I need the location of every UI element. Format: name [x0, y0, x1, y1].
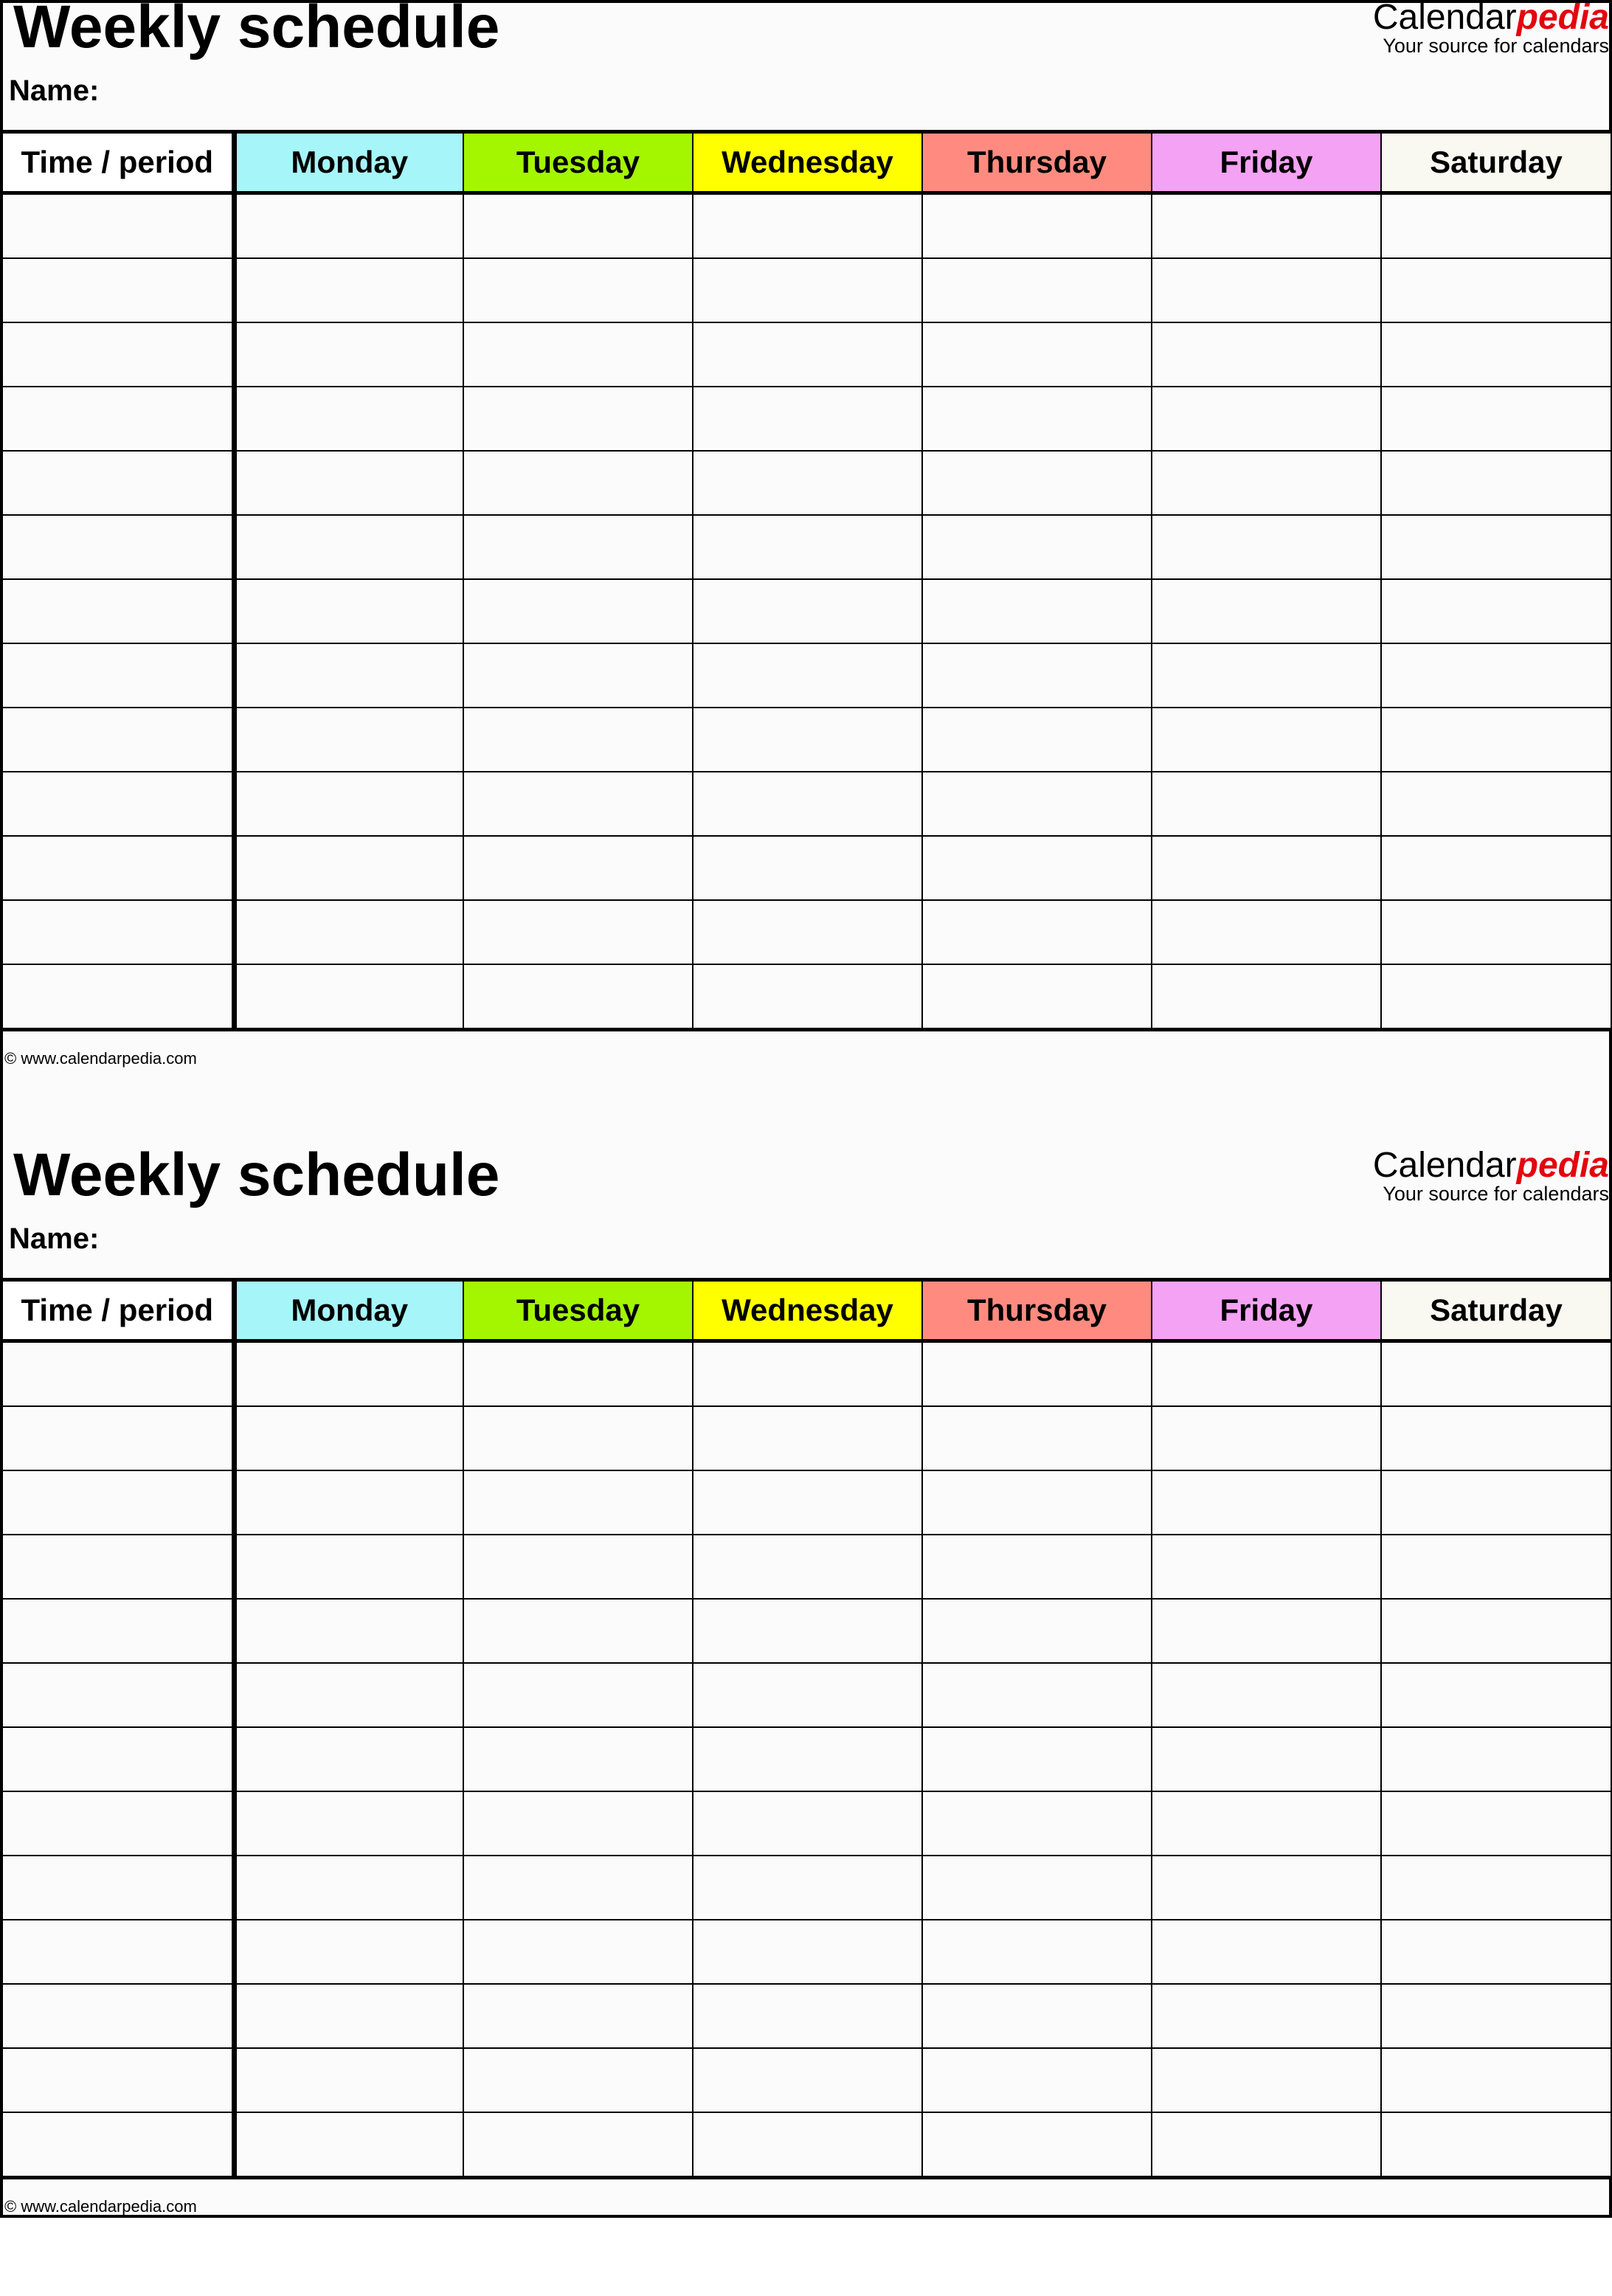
schedule-cell[interactable] [693, 708, 922, 772]
table-row [2, 322, 1611, 387]
schedule-cell[interactable] [234, 836, 463, 900]
calendarpedia-logo [1373, 0, 1609, 56]
table-row [2, 258, 1611, 322]
schedule-cell[interactable] [1152, 1920, 1381, 1984]
table-row [2, 1856, 1611, 1920]
schedule-cell[interactable] [234, 1856, 463, 1920]
schedule-cell[interactable] [1152, 1341, 1381, 1407]
table-row [2, 1535, 1611, 1599]
schedule-cell[interactable] [693, 1470, 922, 1535]
schedule-cell[interactable] [1152, 1406, 1381, 1470]
table-row [2, 964, 1611, 1030]
schedule-cell[interactable] [693, 1984, 922, 2048]
table-row [2, 1984, 1611, 2048]
schedule-cell[interactable] [1381, 193, 1611, 259]
time-period-cell[interactable] [2, 2048, 234, 2112]
table-row [2, 772, 1611, 836]
schedule-cell[interactable] [1152, 772, 1381, 836]
column-header-monday: Monday [234, 1280, 463, 1341]
schedule-cell[interactable] [1152, 1663, 1381, 1727]
table-row [2, 1599, 1611, 1663]
time-period-cell[interactable] [2, 1341, 234, 1407]
schedule-cell[interactable] [1152, 193, 1381, 259]
schedule-cell[interactable] [234, 1727, 463, 1791]
table-row [2, 1406, 1611, 1470]
copyright-footer: © www.calendarpedia.com [4, 2197, 197, 2216]
time-period-cell[interactable] [2, 1406, 234, 1470]
schedule-cell[interactable] [463, 1535, 693, 1599]
schedule-cell[interactable] [922, 579, 1152, 643]
column-header-saturday: Saturday [1381, 1280, 1611, 1341]
schedule-cell[interactable] [1381, 451, 1611, 515]
schedule-cell[interactable] [1381, 1984, 1611, 2048]
schedule-cell[interactable] [234, 387, 463, 451]
brand-tagline: Your source for calendars [1383, 35, 1609, 57]
schedule-cell[interactable] [234, 451, 463, 515]
schedule-cell[interactable] [693, 2048, 922, 2112]
schedule-cell[interactable] [922, 387, 1152, 451]
schedule-cell[interactable] [463, 900, 693, 964]
schedule-cell[interactable] [1152, 579, 1381, 643]
schedule-cell[interactable] [1381, 1663, 1611, 1727]
schedule-cell[interactable] [693, 1406, 922, 1470]
schedule-cell[interactable] [234, 708, 463, 772]
schedule-cell[interactable] [1152, 451, 1381, 515]
schedule-cell[interactable] [922, 772, 1152, 836]
schedule-cell[interactable] [693, 322, 922, 387]
table-row [2, 1663, 1611, 1727]
schedule-cell[interactable] [693, 836, 922, 900]
schedule-cell[interactable] [234, 193, 463, 259]
schedule-cell[interactable] [1152, 387, 1381, 451]
schedule-cell[interactable] [234, 2048, 463, 2112]
schedule-cell[interactable] [1381, 1470, 1611, 1535]
column-header-thursday: Thursday [922, 132, 1152, 193]
schedule-cell[interactable] [463, 451, 693, 515]
schedule-cell[interactable] [1381, 708, 1611, 772]
schedule-cell[interactable] [1381, 387, 1611, 451]
table-row [2, 900, 1611, 964]
header-row [2, 1280, 1611, 1341]
column-header-time-period: Time / period [2, 1280, 234, 1341]
schedule-cell[interactable] [463, 1920, 693, 1984]
schedule-cell[interactable] [463, 1856, 693, 1920]
time-period-cell[interactable] [2, 1984, 234, 2048]
schedule-cell[interactable] [463, 643, 693, 708]
column-header-saturday: Saturday [1381, 132, 1611, 193]
schedule-cell[interactable] [463, 1341, 693, 1407]
schedule-cell[interactable] [1152, 708, 1381, 772]
schedule-cell[interactable] [922, 1406, 1152, 1470]
schedule-cell[interactable] [693, 772, 922, 836]
time-period-cell[interactable] [2, 1920, 234, 1984]
brand-name-pedia: pedia [1516, 1146, 1609, 1185]
schedule-cell[interactable] [1381, 1920, 1611, 1984]
table-row [2, 643, 1611, 708]
column-header-wednesday: Wednesday [693, 132, 922, 193]
schedule-cell[interactable] [234, 900, 463, 964]
schedule-cell[interactable] [922, 1535, 1152, 1599]
schedule-table [1, 130, 1612, 1031]
brand-name [1373, 1148, 1609, 1183]
schedule-cell[interactable] [922, 643, 1152, 708]
column-header-friday: Friday [1152, 1280, 1381, 1341]
schedule-cell[interactable] [463, 1470, 693, 1535]
time-period-cell[interactable] [2, 387, 234, 451]
schedule-cell[interactable] [234, 1470, 463, 1535]
schedule-cell[interactable] [463, 258, 693, 322]
table-row [2, 1791, 1611, 1856]
schedule-cell[interactable] [922, 258, 1152, 322]
schedule-cell[interactable] [1152, 2112, 1381, 2178]
schedule-cell[interactable] [922, 2048, 1152, 2112]
brand-name-calendar: Calendar [1372, 0, 1517, 37]
schedule-cell[interactable] [1381, 1341, 1611, 1407]
time-period-cell[interactable] [2, 515, 234, 579]
schedule-panel [0, 1141, 1612, 2296]
schedule-cell[interactable] [1381, 1856, 1611, 1920]
schedule-cell[interactable] [234, 258, 463, 322]
schedule-cell[interactable] [922, 322, 1152, 387]
schedule-cell[interactable] [234, 1791, 463, 1856]
schedule-cell[interactable] [922, 1984, 1152, 2048]
schedule-cell[interactable] [1381, 258, 1611, 322]
schedule-cell[interactable] [463, 1599, 693, 1663]
schedule-cell[interactable] [234, 2112, 463, 2178]
table-row [2, 1341, 1611, 1407]
brand-name-pedia: pedia [1516, 0, 1609, 37]
schedule-cell[interactable] [1381, 579, 1611, 643]
schedule-cell[interactable] [1381, 1406, 1611, 1470]
table-row [2, 515, 1611, 579]
time-period-cell[interactable] [2, 1727, 234, 1791]
schedule-cell[interactable] [693, 1599, 922, 1663]
column-header-wednesday: Wednesday [693, 1280, 922, 1341]
schedule-cell[interactable] [234, 1406, 463, 1470]
schedule-cell[interactable] [922, 1727, 1152, 1791]
schedule-cell[interactable] [922, 708, 1152, 772]
schedule-cell[interactable] [693, 1727, 922, 1791]
table-row [2, 708, 1611, 772]
schedule-cell[interactable] [463, 772, 693, 836]
schedule-cell[interactable] [234, 322, 463, 387]
time-period-cell[interactable] [2, 1663, 234, 1727]
schedule-cell[interactable] [463, 964, 693, 1030]
schedule-cell[interactable] [463, 322, 693, 387]
schedule-cell[interactable] [234, 1984, 463, 2048]
schedule-cell[interactable] [234, 772, 463, 836]
schedule-cell[interactable] [234, 1599, 463, 1663]
schedule-cell[interactable] [1381, 2112, 1611, 2178]
schedule-cell[interactable] [463, 2048, 693, 2112]
name-field-label: Name: [9, 75, 100, 107]
column-header-thursday: Thursday [922, 1280, 1152, 1341]
schedule-cell[interactable] [693, 900, 922, 964]
schedule-cell[interactable] [1152, 643, 1381, 708]
column-header-tuesday: Tuesday [463, 1280, 693, 1341]
schedule-cell[interactable] [922, 1341, 1152, 1407]
schedule-cell[interactable] [922, 836, 1152, 900]
schedule-cell[interactable] [693, 387, 922, 451]
schedule-table [1, 1278, 1612, 2179]
schedule-cell[interactable] [693, 258, 922, 322]
schedule-title: Weekly schedule [13, 0, 500, 60]
table-row [2, 1920, 1611, 1984]
schedule-cell[interactable] [693, 515, 922, 579]
schedule-cell[interactable] [463, 1727, 693, 1791]
schedule-cell[interactable] [463, 836, 693, 900]
schedule-cell[interactable] [1152, 1470, 1381, 1535]
schedule-cell[interactable] [234, 1920, 463, 1984]
schedule-cell[interactable] [693, 2112, 922, 2178]
schedule-cell[interactable] [693, 1856, 922, 1920]
time-period-cell[interactable] [2, 1470, 234, 1535]
schedule-cell[interactable] [922, 1791, 1152, 1856]
name-field-label: Name: [9, 1223, 100, 1255]
schedule-cell[interactable] [1381, 322, 1611, 387]
schedule-cell[interactable] [693, 451, 922, 515]
schedule-cell[interactable] [922, 1920, 1152, 1984]
time-period-cell[interactable] [2, 2112, 234, 2178]
schedule-cell[interactable] [234, 1535, 463, 1599]
schedule-cell[interactable] [693, 1920, 922, 1984]
brand-name [1373, 0, 1609, 35]
schedule-cell[interactable] [1152, 1599, 1381, 1663]
brand-name-calendar: Calendar [1372, 1146, 1517, 1185]
brand-tagline: Your source for calendars [1383, 1183, 1609, 1205]
table-row [2, 451, 1611, 515]
schedule-cell[interactable] [922, 1663, 1152, 1727]
schedule-title: Weekly schedule [13, 1141, 500, 1208]
table-row [2, 1727, 1611, 1791]
table-row [2, 836, 1611, 900]
schedule-cell[interactable] [234, 1341, 463, 1407]
header-row [2, 132, 1611, 193]
schedule-cell[interactable] [1152, 1791, 1381, 1856]
schedule-cell[interactable] [693, 1663, 922, 1727]
schedule-cell[interactable] [463, 708, 693, 772]
schedule-cell[interactable] [1152, 1535, 1381, 1599]
table-row [2, 193, 1611, 259]
table-row [2, 579, 1611, 643]
schedule-cell[interactable] [234, 579, 463, 643]
table-row [2, 1470, 1611, 1535]
schedule-cell[interactable] [922, 1599, 1152, 1663]
schedule-cell[interactable] [463, 579, 693, 643]
schedule-cell[interactable] [234, 964, 463, 1030]
time-period-cell[interactable] [2, 643, 234, 708]
schedule-cell[interactable] [693, 579, 922, 643]
schedule-cell[interactable] [463, 193, 693, 259]
time-period-cell[interactable] [2, 322, 234, 387]
column-header-monday: Monday [234, 132, 463, 193]
schedule-cell[interactable] [922, 193, 1152, 259]
schedule-cell[interactable] [693, 1535, 922, 1599]
schedule-cell[interactable] [1152, 836, 1381, 900]
schedule-cell[interactable] [1152, 1856, 1381, 1920]
time-period-cell[interactable] [2, 964, 234, 1030]
schedule-cell[interactable] [1381, 900, 1611, 964]
schedule-cell[interactable] [922, 451, 1152, 515]
schedule-cell[interactable] [1152, 322, 1381, 387]
table-row [2, 387, 1611, 451]
schedule-cell[interactable] [1152, 1727, 1381, 1791]
schedule-cell[interactable] [922, 1470, 1152, 1535]
schedule-cell[interactable] [1381, 964, 1611, 1030]
schedule-cell[interactable] [1381, 2048, 1611, 2112]
schedule-cell[interactable] [1152, 2048, 1381, 2112]
schedule-cell[interactable] [1152, 964, 1381, 1030]
time-period-cell[interactable] [2, 1791, 234, 1856]
schedule-cell[interactable] [922, 2112, 1152, 2178]
calendarpedia-logo [1373, 1148, 1609, 1204]
schedule-cell[interactable] [234, 515, 463, 579]
schedule-cell[interactable] [234, 643, 463, 708]
schedule-cell[interactable] [463, 2112, 693, 2178]
table-row [2, 2112, 1611, 2178]
copyright-footer: © www.calendarpedia.com [4, 1049, 197, 1068]
time-period-cell[interactable] [2, 836, 234, 900]
schedule-cell[interactable] [463, 1791, 693, 1856]
schedule-cell[interactable] [693, 1791, 922, 1856]
schedule-cell[interactable] [693, 964, 922, 1030]
schedule-cell[interactable] [693, 193, 922, 259]
time-period-cell[interactable] [2, 579, 234, 643]
time-period-cell[interactable] [2, 772, 234, 836]
schedule-cell[interactable] [1381, 515, 1611, 579]
time-period-cell[interactable] [2, 900, 234, 964]
schedule-cell[interactable] [1381, 1791, 1611, 1856]
schedule-cell[interactable] [922, 900, 1152, 964]
schedule-cell[interactable] [922, 964, 1152, 1030]
schedule-cell[interactable] [463, 515, 693, 579]
time-period-cell[interactable] [2, 708, 234, 772]
table-row [2, 2048, 1611, 2112]
schedule-cell[interactable] [693, 643, 922, 708]
time-period-cell[interactable] [2, 1856, 234, 1920]
schedule-cell[interactable] [1381, 643, 1611, 708]
time-period-cell[interactable] [2, 193, 234, 259]
schedule-cell[interactable] [1381, 1727, 1611, 1791]
schedule-cell[interactable] [463, 387, 693, 451]
schedule-cell[interactable] [1152, 1984, 1381, 2048]
schedule-cell[interactable] [234, 1663, 463, 1727]
schedule-cell[interactable] [463, 1984, 693, 2048]
column-header-time-period: Time / period [2, 132, 234, 193]
schedule-cell[interactable] [463, 1663, 693, 1727]
schedule-cell[interactable] [1381, 1599, 1611, 1663]
schedule-cell[interactable] [922, 515, 1152, 579]
schedule-cell[interactable] [1152, 900, 1381, 964]
column-header-friday: Friday [1152, 132, 1381, 193]
schedule-cell[interactable] [693, 1341, 922, 1407]
schedule-cell[interactable] [1381, 1535, 1611, 1599]
schedule-cell[interactable] [1152, 258, 1381, 322]
time-period-cell[interactable] [2, 1535, 234, 1599]
time-period-cell[interactable] [2, 258, 234, 322]
time-period-cell[interactable] [2, 451, 234, 515]
schedule-cell[interactable] [922, 1856, 1152, 1920]
column-header-tuesday: Tuesday [463, 132, 693, 193]
schedule-cell[interactable] [1381, 772, 1611, 836]
schedule-cell[interactable] [1381, 836, 1611, 900]
schedule-cell[interactable] [1152, 515, 1381, 579]
schedule-cell[interactable] [463, 1406, 693, 1470]
time-period-cell[interactable] [2, 1599, 234, 1663]
